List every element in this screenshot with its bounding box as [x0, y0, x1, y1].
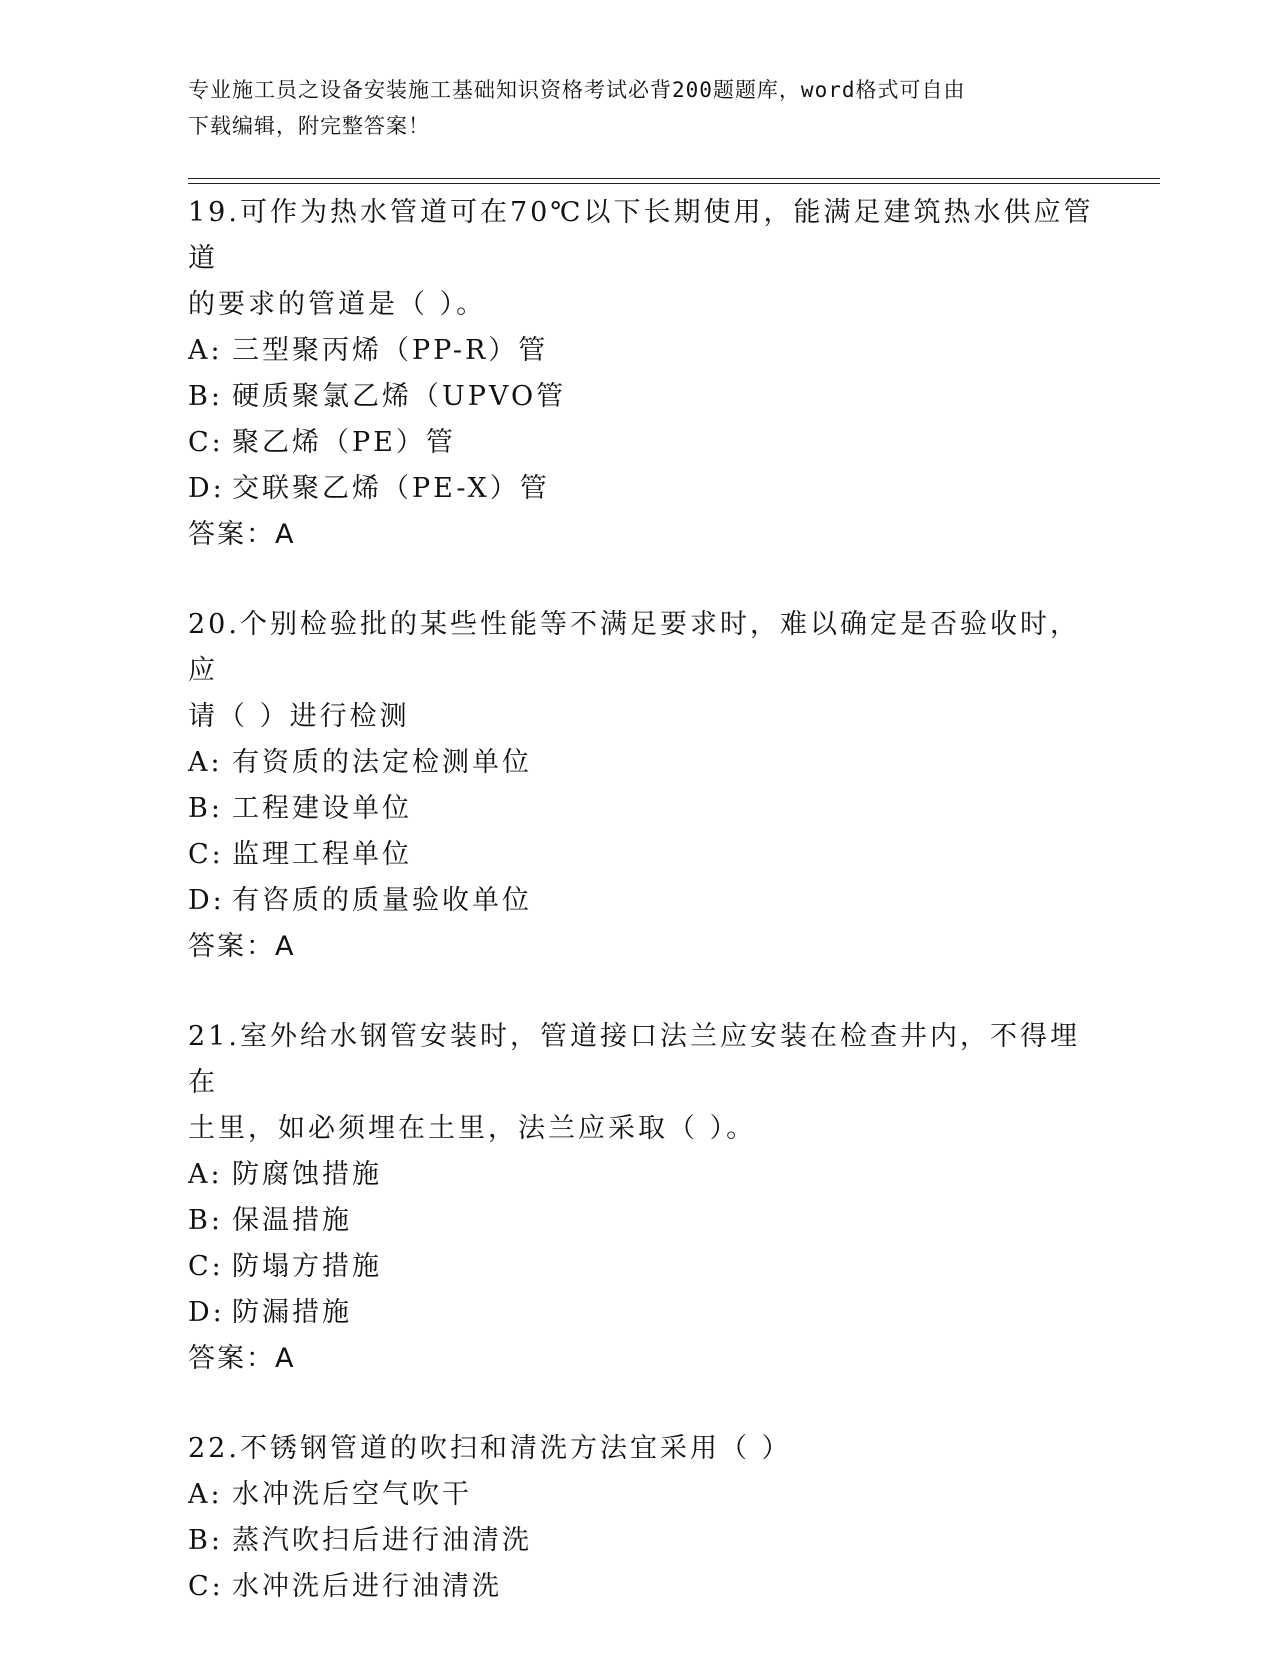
question-stem — [188, 1426, 1098, 1472]
header-divider-top — [188, 178, 1160, 179]
question-stem-line: 土里，如必须埋在土里，法兰应采取（ ）。 — [188, 1113, 757, 1144]
question-block — [188, 190, 1098, 558]
answer-line — [188, 512, 1098, 558]
answer-option — [188, 328, 1098, 374]
question-stem-line: 19.可作为热水管道可在70℃以下长期使用，能满足建筑热水供应管道 — [188, 197, 1094, 274]
answer-value: A — [275, 931, 296, 962]
option-text: 防塌方措施 — [232, 1251, 382, 1282]
answer-option — [188, 740, 1098, 786]
option-letter: B: — [188, 793, 223, 824]
option-letter: D: — [188, 885, 225, 916]
answer-option — [188, 466, 1098, 512]
answer-option — [188, 832, 1098, 878]
question-stem-line: 20.个别检验批的某些性能等不满足要求时，难以确定是否验收时，应 — [188, 609, 1080, 686]
option-text: 交联聚乙烯（PE-X）管 — [232, 473, 550, 504]
question-list — [188, 190, 1098, 1654]
option-text: 三型聚丙烯（PP-R）管 — [232, 335, 549, 366]
option-letter: B: — [188, 1525, 223, 1556]
header-divider-bottom — [188, 183, 1160, 184]
option-text: 防腐蚀措施 — [232, 1159, 382, 1190]
question-stem-line: 请（ ）进行检测 — [188, 701, 410, 732]
question-stem — [188, 1014, 1098, 1152]
option-text: 水冲洗后进行油清洗 — [232, 1571, 502, 1602]
option-text: 硬质聚氯乙烯（UPVO管 — [232, 381, 567, 412]
answer-value: A — [275, 519, 296, 550]
option-text: 水冲洗后空气吹干 — [232, 1479, 472, 1510]
answer-option — [188, 1290, 1098, 1336]
option-letter: B: — [188, 381, 223, 412]
document-header — [188, 72, 1088, 144]
answer-label: 答案： — [188, 931, 275, 962]
option-letter: C: — [188, 839, 224, 870]
header-line-1: 专业施工员之设备安装施工基础知识资格考试必背200题题库，word格式可自由 — [188, 78, 966, 102]
option-letter: A: — [188, 1159, 223, 1190]
question-stem — [188, 602, 1098, 740]
option-letter: D: — [188, 473, 225, 504]
option-text: 聚乙烯（PE）管 — [232, 427, 456, 458]
header-line-2: 下载编辑，附完整答案！ — [188, 114, 430, 138]
option-letter: C: — [188, 427, 224, 458]
answer-option — [188, 420, 1098, 466]
question-stem-line: 22.不锈钢管道的吹扫和清洗方法宜采用（ ） — [188, 1433, 792, 1464]
answer-line — [188, 1336, 1098, 1382]
question-block — [188, 1426, 1098, 1610]
option-text: 工程建设单位 — [232, 793, 412, 824]
question-block — [188, 1014, 1098, 1382]
option-text: 有咨质的质量验收单位 — [232, 885, 532, 916]
option-letter: A: — [188, 1479, 223, 1510]
question-stem-line: 的要求的管道是（ ）。 — [188, 289, 487, 320]
option-letter: A: — [188, 335, 223, 366]
answer-option — [188, 1518, 1098, 1564]
answer-option — [188, 1472, 1098, 1518]
answer-option — [188, 1198, 1098, 1244]
option-letter: D: — [188, 1297, 225, 1328]
answer-value: A — [275, 1343, 296, 1374]
option-letter: C: — [188, 1251, 224, 1282]
answer-option — [188, 786, 1098, 832]
option-text: 监理工程单位 — [232, 839, 412, 870]
option-text: 防漏措施 — [232, 1297, 352, 1328]
answer-label: 答案： — [188, 519, 275, 550]
question-stem-line: 21.室外给水钢管安装时，管道接口法兰应安装在检查井内，不得埋在 — [188, 1021, 1080, 1098]
option-letter: A: — [188, 747, 223, 778]
answer-label: 答案： — [188, 1343, 275, 1374]
answer-option — [188, 374, 1098, 420]
answer-line — [188, 924, 1098, 970]
question-block — [188, 602, 1098, 970]
question-stem — [188, 190, 1098, 328]
option-text: 保温措施 — [232, 1205, 352, 1236]
option-text: 蒸汽吹扫后进行油清洗 — [232, 1525, 532, 1556]
answer-option — [188, 878, 1098, 924]
option-letter: C: — [188, 1571, 224, 1602]
option-text: 有资质的法定检测单位 — [232, 747, 532, 778]
answer-option — [188, 1152, 1098, 1198]
answer-option — [188, 1564, 1098, 1610]
answer-option — [188, 1244, 1098, 1290]
option-letter: B: — [188, 1205, 223, 1236]
